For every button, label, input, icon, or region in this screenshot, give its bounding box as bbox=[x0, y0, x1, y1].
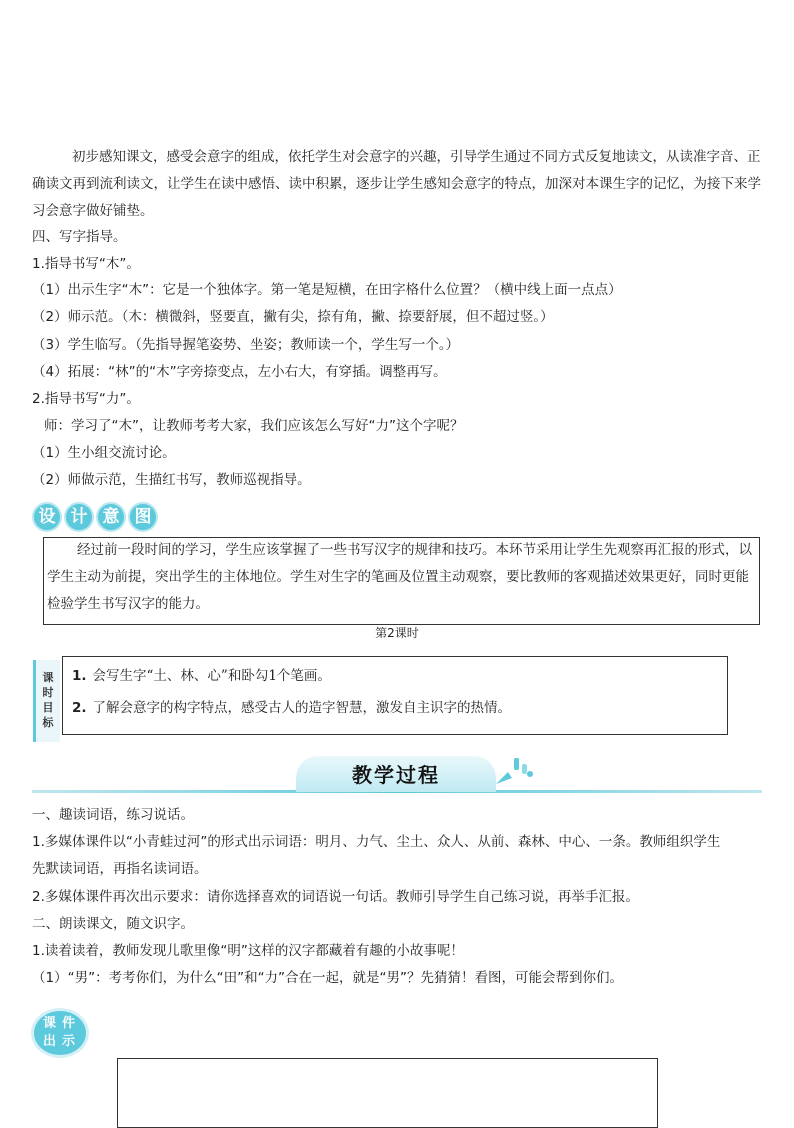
process-line: 1.多媒体课件以“小青蛙过河”的形式出示词语：明月、力气、尘土、众人、从前、森林、中心、一条。教师组织学生 bbox=[32, 834, 721, 850]
process-line: 2.多媒体课件再次出示要求：请你选择喜欢的词语说一句话。教师引导学生自己练习说，再举手汇报。 bbox=[32, 889, 639, 905]
objective-text: 了解会意字的构字特点，感受古人的造字智慧，激发自主识字的热情。 bbox=[92, 700, 512, 716]
section-heading: 四、写字指导。 bbox=[32, 229, 127, 245]
process-line: 二、朗读课文，随文识字。 bbox=[32, 916, 194, 932]
objective-text: 会写生字“土、林、心”和卧勾1个笔画。 bbox=[92, 668, 331, 684]
step-text: 师：学习了“木”，让教师考考大家，我们应该怎么写好“力”这个字呢？ bbox=[44, 418, 464, 434]
design-intent-text: 经过前一段时间的学习，学生应该掌握了一些书写汉字的规律和技巧。本环节采用让学生先观察再汇报的形式，以学生主动为前提，突出学生的主体地位。学生对生字的笔画及位置主动观察，要比教师的客观描述效果更好，同时更能检验学生书写汉字的能力。 bbox=[47, 542, 752, 612]
objectives-tab bbox=[33, 660, 60, 742]
step-text: （1）生小组交流讨论。 bbox=[32, 445, 176, 461]
process-header bbox=[296, 756, 496, 792]
intro-paragraph: 初步感知课文，感受会意字的组成，依托学生对会意字的兴趣，引导学生通过不同方式反复地读文，从读准字音、正确读文再到流利读文，让学生在读中感悟、读中积累，逐步让学生感知会意字的特点，加深对本课生字的记忆，为接下来学习会意字做好铺垫。 bbox=[32, 149, 761, 219]
badge-char: 意 bbox=[96, 502, 126, 532]
badge-char: 计 bbox=[64, 502, 94, 532]
step-text: （3）学生临写。（先指导握笔姿势、坐姿；教师读一个，学生写一个。） bbox=[32, 337, 460, 353]
objective-num: 2. bbox=[72, 700, 87, 716]
badge-char: 设 bbox=[32, 502, 62, 532]
step-text: （4）拓展：“林”的“木”字旁捺变点，左小右大，有穿插。调整再写。 bbox=[32, 364, 447, 380]
step-text: （2）师做示范，生描红书写，教师巡视指导。 bbox=[32, 472, 311, 488]
design-intent-badge bbox=[32, 502, 158, 532]
process-line: 1.读着读着，教师发现儿歌里像“明”这样的汉字都藏着有趣的小故事呢！ bbox=[32, 943, 464, 959]
process-line: 一、趣读词语，练习说话。 bbox=[32, 807, 194, 823]
courseware-badge bbox=[31, 1008, 89, 1058]
objective-num: 1. bbox=[72, 668, 87, 684]
subsection-title: 1.指导书写“木”。 bbox=[32, 256, 140, 272]
step-text: （1）出示生字“木”：它是一个独体字。第一笔是短横，在田字格什么位置？（横中线上面一点点） bbox=[32, 282, 622, 298]
objective-item bbox=[72, 696, 511, 716]
objective-item bbox=[72, 664, 331, 684]
step-text: （2）师示范。（木：横微斜，竖要直，撇有尖，捺有角，撇、捺要舒展，但不超过竖。） bbox=[32, 309, 554, 325]
courseware-image-frame bbox=[117, 1058, 658, 1128]
objectives-tab-label: 课时目标 bbox=[42, 671, 54, 729]
subsection-title: 2.指导书写“力”。 bbox=[32, 391, 140, 407]
process-title: 教学过程 bbox=[352, 763, 440, 787]
courseware-badge-label: 课件出示 bbox=[42, 1016, 81, 1049]
splash-decoration-icon bbox=[494, 754, 534, 786]
badge-char: 图 bbox=[128, 502, 158, 532]
lesson-label: 第2课时 bbox=[375, 626, 419, 640]
process-line: 先默读词语，再指名读词语。 bbox=[32, 861, 208, 877]
process-line: （1）“男”：考考你们，为什么“田”和“力”合在一起，就是“男”？先猜猜！看图，可能会帮到你们。 bbox=[32, 970, 624, 986]
